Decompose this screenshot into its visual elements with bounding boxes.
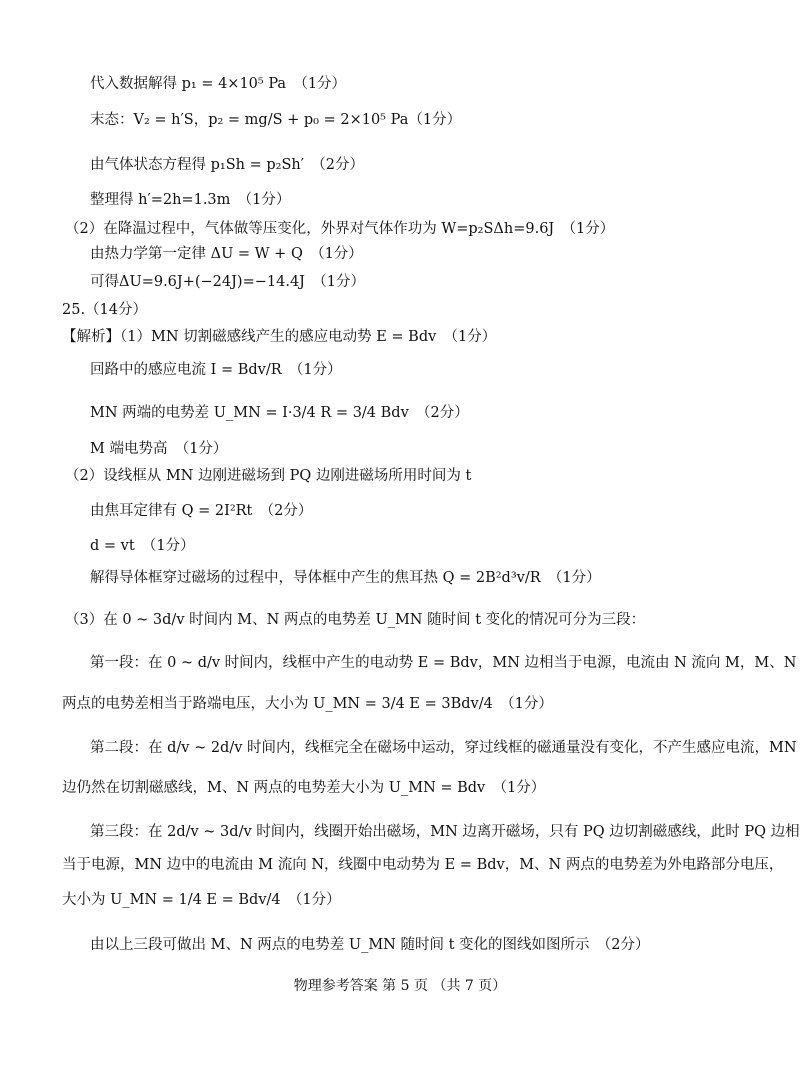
line-8: [62, 300, 147, 320]
line-11: [90, 403, 469, 423]
l10: 回路中的感应电流 I = Bdv/R （1分）: [90, 362, 342, 378]
line-25: [90, 935, 650, 955]
l3: 由气体状态方程得 p₁Sh = p₂Sh′ （2分）: [90, 157, 364, 173]
line-4: [90, 190, 290, 210]
l19: 两点的电势差相当于路端电压，大小为 U_MN = 3/4 E = 3Bdv/4 （1分）: [62, 696, 553, 712]
l14: 由焦耳定律有 Q = 2I²Rt （2分）: [90, 503, 313, 519]
line-21: [62, 778, 545, 798]
l15: d = vt （1分）: [90, 538, 195, 554]
l12: M 端电势高 （1分）: [90, 441, 228, 457]
l18: 第一段：在 0 ~ d/v 时间内，线框中产生的电动势 E = Bdv，MN 边相当于电源，电流由 N 流向 M，M、N: [90, 655, 797, 671]
line-14: [90, 501, 312, 521]
l20: 第二段：在 d/v ~ 2d/v 时间内，线框完全在磁场中运动，穿过线框的磁通量没有变化，不产生感应电流，MN: [90, 740, 797, 756]
l11: MN 两端的电势差 U_MN = I·3/4 R = 3/4 Bdv （2分）: [90, 405, 469, 421]
line-7: [90, 272, 365, 292]
line-5: [65, 219, 614, 239]
line-6: [90, 244, 363, 264]
l24: 大小为 U_MN = 1/4 E = Bdv/4 （1分）: [62, 892, 341, 908]
line-10: [90, 360, 342, 380]
l22: 第三段：在 2d/v ~ 3d/v 时间内，线圈开始出磁场，MN 边离开磁场，只有 PQ 边切割磁感线，此时 PQ 边相: [90, 824, 800, 840]
line-9: [62, 327, 496, 347]
l23: 当于电源，MN 边中的电流由 M 流向 N，线圈中电动势为 E = Bdv，M、N 两点的电势差为外电路部分电压，: [62, 857, 784, 873]
page-footer: 物理参考答案 第 5 页 （共 7 页）: [293, 978, 507, 994]
l1: 代入数据解得 p₁ = 4×10⁵ Pa （1分）: [90, 76, 347, 92]
line-20: [90, 738, 797, 758]
l16: 解得导体框穿过磁场的过程中，导体框中产生的焦耳热 Q = 2B²d³v/R （1分）: [90, 570, 601, 586]
l17: （3）在 0 ~ 3d/v 时间内 M、N 两点的电势差 U_MN 随时间 t 变化的情况可分为三段：: [65, 612, 646, 628]
line-17: [65, 610, 645, 630]
l5: （2）在降温过程中，气体做等压变化，外界对气体作功为 W=p₂SΔh=9.6J （1分）: [65, 221, 615, 237]
line-24: [62, 890, 341, 910]
l6: 由热力学第一定律 ΔU = W + Q （1分）: [90, 246, 363, 262]
l2: 末态：V₂ = h′S，p₂ = mg/S + p₀ = 2×10⁵ Pa（1分）: [90, 112, 462, 128]
l8: 25.（14分）: [62, 302, 148, 318]
line-3: [90, 155, 364, 175]
l7: 可得ΔU=9.6J+(−24J)=−14.4J （1分）: [90, 274, 365, 290]
line-18: [90, 653, 796, 673]
l4: 整理得 h′=2h=1.3m （1分）: [90, 192, 291, 208]
line-22: [90, 822, 800, 842]
l25: 由以上三段可做出 M、N 两点的电势差 U_MN 随时间 t 变化的图线如图所示 （2分）: [90, 937, 650, 953]
line-16: [90, 568, 601, 588]
l21: 边仍然在切割磁感线，M、N 两点的电势差大小为 U_MN = Bdv （1分）: [62, 780, 546, 796]
line-1: [90, 74, 346, 94]
line-12: [90, 439, 227, 459]
line-23: [62, 855, 783, 875]
l9: 【解析】（1）MN 切割磁感线产生的感应电动势 E = Bdv （1分）: [62, 329, 497, 345]
line-13: [65, 466, 471, 486]
line-2: [90, 110, 461, 130]
line-19: [62, 694, 553, 714]
line-15: [90, 536, 195, 556]
l13: （2）设线框从 MN 边刚进磁场到 PQ 边刚进磁场所用时间为 t: [65, 468, 472, 484]
